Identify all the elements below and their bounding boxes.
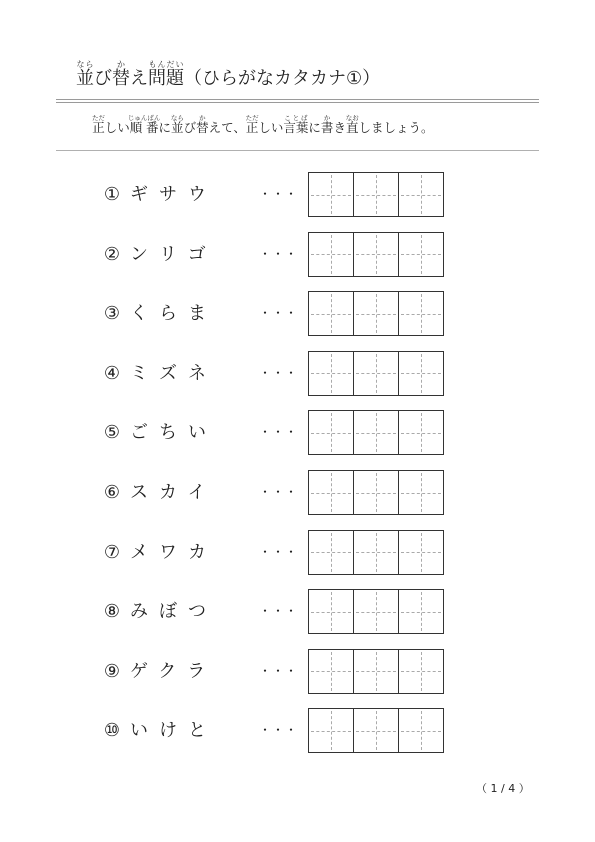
instruction-kanji: 正	[245, 120, 259, 135]
answer-box[interactable]	[353, 351, 399, 396]
title-furigana: か	[112, 60, 130, 69]
instruction-divider	[56, 150, 539, 151]
instruction-kanji: 並	[170, 120, 184, 135]
instruction-kana: しましょう。	[358, 120, 434, 135]
question-number: ⑤	[103, 422, 121, 444]
instruction-kana: しい	[104, 120, 130, 135]
answer-box[interactable]	[353, 470, 399, 515]
leader-dots: ・・・	[259, 425, 299, 440]
answer-boxes	[308, 291, 444, 336]
scrambled-letters: ゲクラ	[130, 660, 217, 682]
title-divider-bottom	[56, 102, 539, 103]
question-number: ⑩	[103, 720, 121, 742]
instruction-furigana: なら	[170, 114, 184, 122]
question-row	[0, 410, 595, 457]
instruction-kana: び	[183, 120, 197, 135]
answer-box[interactable]	[398, 470, 444, 515]
question-number: ⑧	[103, 601, 121, 623]
instruction-ruby-word	[170, 114, 184, 135]
scrambled-letters: ギサウ	[130, 184, 217, 205]
instruction-kanji: 直	[345, 120, 359, 135]
answer-boxes	[308, 232, 444, 277]
question-row	[0, 708, 595, 755]
scrambled-letters: くらま	[130, 303, 217, 325]
answer-box[interactable]	[353, 410, 399, 455]
leader-dots: ・・・	[259, 663, 299, 678]
instruction-kanji: 書	[320, 120, 334, 135]
answer-boxes	[308, 172, 444, 217]
answer-box[interactable]	[398, 530, 444, 575]
question-number: ⑨	[103, 660, 121, 682]
title-divider-top	[56, 99, 539, 100]
instruction-kanji: 正	[92, 120, 105, 135]
scrambled-letters: みぼつ	[130, 601, 217, 623]
answer-box[interactable]	[398, 172, 444, 217]
scrambled-letters: いけと	[130, 720, 217, 742]
answer-box[interactable]	[398, 708, 444, 753]
title-furigana: なら	[76, 60, 94, 69]
answer-boxes	[308, 589, 444, 634]
scrambled-letters: ンリゴ	[130, 243, 217, 265]
title-ruby-word	[112, 60, 130, 89]
answer-box[interactable]	[308, 291, 354, 336]
answer-box[interactable]	[308, 589, 354, 634]
answer-box[interactable]	[308, 530, 354, 575]
leader-dots: ・・・	[259, 604, 299, 619]
instruction-furigana: か	[320, 114, 334, 122]
instruction-furigana: なお	[345, 114, 359, 122]
title-ruby-word	[148, 60, 184, 89]
leader-dots: ・・・	[259, 544, 299, 559]
question-row	[0, 589, 595, 636]
title-ruby-word	[76, 60, 94, 89]
question-number: ①	[103, 184, 121, 205]
page-counter: （ 1 / 4 ）	[476, 782, 530, 795]
title-kanji: 並	[76, 68, 94, 89]
question-number: ③	[103, 303, 121, 325]
instruction-ruby-word	[196, 114, 209, 135]
leader-dots: ・・・	[259, 723, 299, 738]
answer-box[interactable]	[353, 291, 399, 336]
question-number: ④	[103, 362, 121, 384]
answer-box[interactable]	[308, 232, 354, 277]
answer-box[interactable]	[353, 530, 399, 575]
answer-box[interactable]	[308, 649, 354, 694]
question-row	[0, 649, 595, 696]
answer-boxes	[308, 410, 444, 455]
question-row	[0, 291, 595, 338]
instruction-ruby-word	[345, 114, 359, 135]
instruction-kana: き	[333, 120, 346, 135]
instruction-kana: に	[158, 120, 172, 135]
leader-dots: ・・・	[259, 306, 299, 321]
leader-dots: ・・・	[259, 246, 299, 261]
instruction-ruby-word	[127, 114, 161, 135]
instruction-furigana: じゅんばん	[127, 114, 161, 122]
answer-boxes	[308, 351, 444, 396]
answer-box[interactable]	[398, 649, 444, 694]
question-row	[0, 232, 595, 279]
instruction-kana: しい	[258, 120, 284, 135]
answer-box[interactable]	[308, 351, 354, 396]
question-number: ②	[103, 243, 121, 265]
answer-box[interactable]	[398, 351, 444, 396]
question-row	[0, 530, 595, 577]
instruction-furigana: ことば	[283, 114, 309, 122]
answer-box[interactable]	[308, 470, 354, 515]
question-row	[0, 351, 595, 398]
answer-box[interactable]	[353, 708, 399, 753]
answer-box[interactable]	[398, 291, 444, 336]
instruction-ruby-word	[92, 114, 105, 135]
instruction-furigana: か	[196, 114, 209, 122]
instruction-kana: に	[308, 120, 321, 135]
answer-box[interactable]	[308, 708, 354, 753]
answer-boxes	[308, 530, 444, 575]
answer-box[interactable]	[308, 410, 354, 455]
question-number: ⑦	[103, 541, 121, 563]
title-kanji: 問題	[148, 68, 184, 89]
answer-box[interactable]	[398, 232, 444, 277]
answer-box[interactable]	[353, 172, 399, 217]
answer-box[interactable]	[353, 589, 399, 634]
instruction-ruby-word	[320, 114, 334, 135]
instruction-ruby-word	[245, 114, 259, 135]
title-kana: え	[130, 68, 148, 89]
instruction-kanji: 言葉	[283, 120, 309, 135]
question-number: ⑥	[103, 482, 121, 503]
question-row	[0, 470, 595, 517]
answer-boxes	[308, 708, 444, 753]
title-kana: び	[94, 68, 112, 89]
scrambled-letters: スカイ	[130, 482, 217, 503]
worksheet-title	[76, 60, 380, 88]
instruction-kanji: 順番	[127, 120, 161, 135]
title-furigana: もんだい	[148, 60, 184, 69]
instruction-furigana: ただ	[92, 114, 105, 122]
scrambled-letters: メワカ	[130, 541, 217, 563]
answer-boxes	[308, 470, 444, 515]
answer-box[interactable]	[353, 232, 399, 277]
instruction-text	[92, 114, 434, 135]
leader-dots: ・・・	[259, 365, 299, 380]
answer-box[interactable]	[308, 172, 354, 217]
scrambled-letters: ごちい	[130, 422, 217, 444]
instruction-furigana: ただ	[245, 114, 259, 122]
question-row	[0, 172, 595, 219]
answer-boxes	[308, 649, 444, 694]
instruction-kanji: 替	[196, 120, 209, 135]
answer-box[interactable]	[353, 649, 399, 694]
title-kanji: 替	[112, 68, 130, 89]
answer-box[interactable]	[398, 589, 444, 634]
answer-box[interactable]	[398, 410, 444, 455]
instruction-ruby-word	[283, 114, 309, 135]
leader-dots: ・・・	[259, 485, 299, 499]
scrambled-letters: ミズネ	[130, 362, 217, 384]
title-kana: （ひらがなカタカナ①）	[184, 68, 381, 89]
instruction-kana: えて、	[208, 120, 246, 135]
leader-dots: ・・・	[259, 187, 299, 201]
